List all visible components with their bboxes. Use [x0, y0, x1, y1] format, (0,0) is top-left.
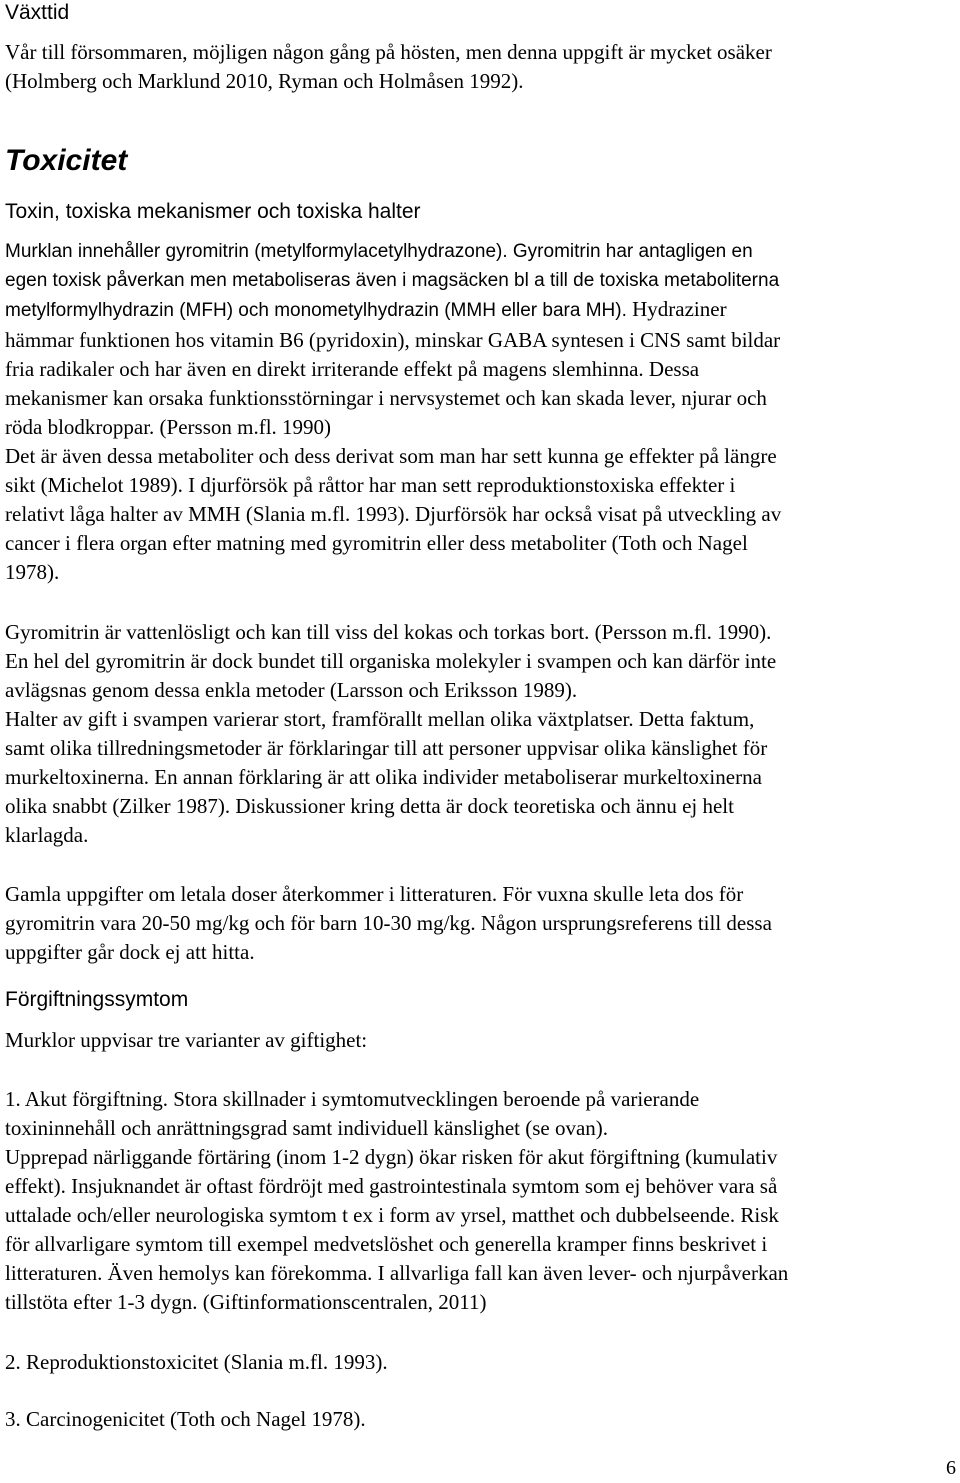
text-line: röda blodkroppar. (Persson m.fl. 1990) — [5, 415, 332, 439]
text-line: Upprepad närliggande förtäring (inom 1-2 dygn) ökar risken för akut förgiftning (kumulativ — [5, 1145, 778, 1169]
text-line: sikt (Michelot 1989). I djurförsök på råttor har man sett reproduktionstoxiska effekter i — [5, 473, 736, 497]
text-segment: metylformylhydrazin (MFH) och monometylhydrazin (MMH eller bara MH). — [5, 300, 627, 321]
paragraph-vaxttid — [5, 38, 955, 96]
text-line: fria radikaler och har även en direkt irriterande effekt på magens slemhinna. Dessa — [5, 357, 700, 381]
paragraph-toxicitet-2 — [5, 618, 955, 850]
text-line: 1. Akut förgiftning. Stora skillnader i symtomutvecklingen beroende på varierande — [5, 1087, 700, 1111]
text-line: murkeltoxinerna. En annan förklaring är att olika individer metaboliserar murkeltoxinerna — [5, 765, 762, 789]
text-line: avlägsnas genom dessa enkla metoder (Larsson och Eriksson 1989). — [5, 678, 578, 702]
text-line: Murklan innehåller gyromitrin (metylformylacetylhydrazone). Gyromitrin har antagligen en — [5, 241, 753, 262]
list-item-reproduktion: 2. Reproduktionstoxicitet (Slania m.fl. 1993). — [5, 1350, 388, 1374]
text-line: effekt). Insjuknandet är oftast fördröjt med gastrointestinala symtom som ej behöver vara så — [5, 1174, 778, 1198]
paragraph-intro: Murklor uppvisar tre varianter av giftighet: — [5, 1028, 368, 1052]
text-line: tillstöta efter 1-3 dygn. (Giftinformationscentralen, 2011) — [5, 1290, 487, 1314]
text-segment: Hydraziner — [626, 297, 727, 321]
heading-toxicitet: Toxicitet — [5, 144, 128, 177]
text-line-mixed — [5, 295, 955, 326]
text-line: litteraturen. Även hemolys kan förekomma. I allvarliga fall kan även lever- och njurpåverkan — [5, 1261, 789, 1285]
text-line: cancer i flera organ efter matning med gyromitrin eller dess metaboliter (Toth och Nagel — [5, 531, 748, 555]
paragraph-toxicitet-3 — [5, 880, 955, 967]
text-line: samt olika tillredningsmetoder är förklaringar till att personer uppvisar olika känslighet för — [5, 736, 768, 760]
text-line: Vår till försommaren, möjligen någon gång på hösten, men denna uppgift är mycket osäker — [5, 40, 772, 64]
text-line: relativt låga halter av MMH (Slania m.fl. 1993). Djurförsök har också visat på utveckling av — [5, 502, 782, 526]
text-line: Gamla uppgifter om letala doser återkommer i litteraturen. För vuxna skulle leta dos för — [5, 882, 744, 906]
text-line: uttalade och/eller neurologiska symtom t ex i form av yrsel, matthet och dubbelseende. Risk — [5, 1203, 779, 1227]
text-line: gyromitrin vara 20-50 mg/kg och för barn 10-30 mg/kg. Någon ursprungsreferens till dessa — [5, 911, 772, 935]
heading-forgiftningssymtom: Förgiftningssymtom — [5, 988, 189, 1011]
heading-vaxttid: Växttid — [5, 1, 70, 24]
text-line: Halter av gift i svampen varierar stort, framförallt mellan olika växtplatser. Detta faktum, — [5, 707, 755, 731]
subheading-toxin: Toxin, toxiska mekanismer och toxiska halter — [5, 200, 421, 223]
text-line: för allvarligare symtom till exempel medvetslöshet och generella kramper finns beskrivet i — [5, 1232, 768, 1256]
text-line: Det är även dessa metaboliter och dess derivat som man har sett kunna ge effekter på längre — [5, 444, 777, 468]
text-line: uppgifter går dock ej att hitta. — [5, 940, 255, 964]
text-line: klarlagda. — [5, 823, 89, 847]
text-line: Gyromitrin är vattenlösligt och kan till viss del kokas och torkas bort. (Persson m.fl. 1990). — [5, 620, 772, 644]
text-line: olika snabbt (Zilker 1987). Diskussioner kring detta är dock teoretiska och ännu ej helt — [5, 794, 734, 818]
text-line: 1978). — [5, 560, 60, 584]
page-number: 6 — [946, 1457, 956, 1479]
text-line: En hel del gyromitrin är dock bundet till organiska molekyler i svampen och kan därför inte — [5, 649, 777, 673]
text-line: (Holmberg och Marklund 2010, Ryman och Holmåsen 1992). — [5, 69, 524, 93]
text-line: hämmar funktionen hos vitamin B6 (pyridoxin), minskar GABA syntesen i CNS samt bildar — [5, 328, 781, 352]
text-line: mekanismer kan orsaka funktionsstörningar i nervsystemet och kan skada lever, njurar och — [5, 386, 767, 410]
list-item-akut — [5, 1085, 955, 1317]
text-line: toxininnehåll och anrättningsgrad samt individuell känslighet (se ovan). — [5, 1116, 609, 1140]
text-line: egen toxisk påverkan men metaboliseras även i magsäcken bl a till de toxiska metaboliterna — [5, 270, 780, 291]
list-item-carcinogenicitet: 3. Carcinogenicitet (Toth och Nagel 1978). — [5, 1407, 366, 1431]
paragraph-toxicitet-serif — [5, 326, 955, 587]
paragraph-toxicitet-1 — [5, 237, 955, 587]
